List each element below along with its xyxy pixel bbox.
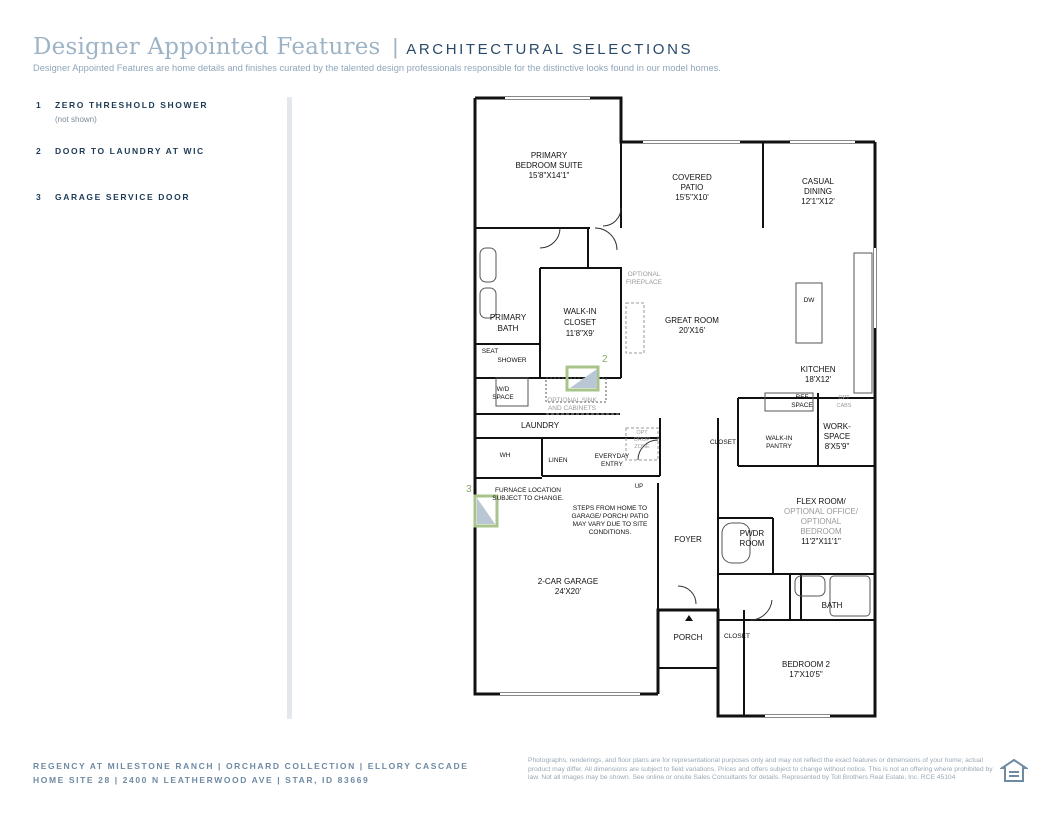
ref-space-line1: REF	[795, 394, 809, 401]
marker-3-label: 3	[466, 484, 472, 495]
steps-note-line2: GARAGE/ PORCH/ PATIO	[571, 513, 649, 520]
feature-note: (not shown)	[55, 115, 97, 124]
feature-label: ZERO THRESHOLD SHOWER	[55, 100, 209, 110]
feature-number: 2	[36, 146, 43, 156]
covered-patio-dims: 15'5"X10'	[675, 193, 709, 202]
pwdr-room-line1: PWDR	[739, 529, 765, 538]
porch-label: PORCH	[673, 633, 703, 642]
marker-2-label: 2	[602, 354, 608, 365]
optional-fireplace-line2: FIREPLACE	[625, 279, 663, 286]
ref-space-line2: SPACE	[791, 402, 813, 409]
title-separator: |	[392, 34, 399, 59]
furnace-line2: SUBJECT TO CHANGE.	[492, 495, 564, 502]
everyday-entry-line2: ENTRY	[601, 461, 623, 468]
seat-label: SEAT	[481, 348, 499, 355]
page-subtitle: ARCHITECTURAL SELECTIONS	[406, 41, 694, 58]
footer-line-2: HOME SITE 28 | 2400 N LEATHERWOOD AVE | STAR, ID 83669	[33, 775, 370, 785]
primary-suite-line2: BEDROOM SUITE	[515, 161, 583, 170]
kitchen-label: KITCHEN	[800, 365, 836, 374]
bedroom2-label: BEDROOM 2	[781, 660, 831, 669]
divider-line	[287, 97, 292, 719]
steps-note-line3: MAY VARY DUE TO SITE	[572, 521, 648, 528]
wd-space-line1: W/D	[496, 386, 510, 393]
great-room-dims: 20'X16'	[678, 326, 706, 335]
title-row	[33, 34, 1023, 60]
garage-dims: 24'X20'	[554, 587, 582, 596]
optional-sink-line2: AND CABINETS	[547, 405, 597, 412]
feature-list	[36, 100, 276, 238]
casual-dining-dims: 12'1"X12'	[801, 197, 835, 206]
steps-note-line4: CONDITIONS.	[588, 529, 632, 536]
opt-drop-zone-line1: OPT	[636, 430, 648, 436]
opt-drop-zone-line3: ZONE	[634, 444, 650, 450]
floor-plan	[460, 88, 890, 724]
linen-label: LINEN	[548, 457, 568, 464]
feature-label: GARAGE SERVICE DOOR	[55, 192, 191, 202]
primary-suite-dims: 15'8"X14'1"	[528, 171, 570, 180]
flex-room-dims: 11'2"X11'1"	[801, 537, 841, 546]
footer-disclaimer: Photographs, renderings, and floor plans are for representational purposes only and may not reflect the exact features or dimensions of your home; actual product may differ. All dimensions are subject to field variations. Prices and offers subject to change without notice. This is not an offering where prohibited by law. Not all images may be shown. See online or onsite Sales Consultants for details. Represented by Toll Brothers Real Estate, Inc. RCE 45104	[528, 757, 993, 782]
page-title: Designer Appointed Features	[33, 34, 381, 60]
feature-item	[36, 192, 276, 238]
flex-optional-line2: OPTIONAL	[800, 517, 842, 526]
closet-label: CLOSET	[709, 439, 737, 446]
bedroom2-dims: 17'X10'5"	[789, 670, 823, 679]
dw-label: DW	[803, 297, 815, 304]
laundry-label: LAUNDRY	[520, 421, 560, 430]
shower-label: SHOWER	[497, 357, 527, 364]
walkin-closet-dims: 11'8"X9'	[565, 329, 595, 338]
opt-cabs-line1: OPT	[838, 395, 850, 401]
wh-label: WH	[499, 452, 511, 459]
opt-drop-zone-line2: DROP	[634, 437, 650, 443]
markers	[475, 367, 598, 526]
opt-cabs-line2: CABS	[836, 403, 852, 409]
porch-arrow-icon	[685, 615, 693, 621]
garage-label: 2-CAR GARAGE	[537, 577, 599, 586]
covered-patio-line2: PATIO	[680, 183, 704, 192]
page-header	[33, 34, 1023, 73]
casual-dining-line2: DINING	[804, 187, 832, 196]
workspace-line2: SPACE	[823, 432, 851, 441]
flex-optional-line1: OPTIONAL OFFICE/	[784, 507, 858, 516]
covered-patio-line1: COVERED	[672, 173, 712, 182]
page-tagline: Designer Appointed Features are home details and finishes curated by the talented design professionals responsible for the distinctive looks found in our model homes.	[33, 63, 721, 73]
footer-address	[33, 759, 469, 787]
feature-number: 1	[36, 100, 43, 110]
kitchen-dims: 18'X12'	[804, 375, 832, 384]
walkin-closet-line1: WALK-IN	[563, 307, 597, 316]
wd-space-line2: SPACE	[492, 394, 514, 401]
optional-fireplace-line1: OPTIONAL	[627, 271, 661, 278]
up-label: UP	[634, 484, 644, 490]
feature-item	[36, 146, 276, 192]
walkin-pantry-line2: PANTRY	[766, 443, 792, 450]
primary-bath-line1: PRIMARY	[489, 313, 527, 322]
pwdr-room-line2: ROOM	[739, 539, 765, 548]
everyday-entry-line1: EVERYDAY	[594, 453, 630, 460]
great-room-label: GREAT ROOM	[665, 316, 719, 325]
foyer-label: FOYER	[674, 535, 702, 544]
footer-line-1: REGENCY AT MILESTONE RANCH | ORCHARD COLLECTION | ELLORY CASCADE	[33, 761, 469, 771]
steps-note-line1: STEPS FROM HOME TO	[572, 505, 648, 512]
flex-optional-line3: BEDROOM	[800, 527, 842, 536]
equal-housing-opportunity-icon	[1000, 758, 1028, 784]
bath-label: BATH	[821, 601, 843, 610]
feature-number: 3	[36, 192, 43, 202]
primary-bath-line2: BATH	[497, 324, 519, 333]
feature-label: DOOR TO LAUNDRY AT WIC	[55, 146, 205, 156]
furnace-line1: FURNACE LOCATION	[495, 487, 561, 494]
walkin-closet-line2: CLOSET	[563, 318, 597, 327]
casual-dining-line1: CASUAL	[801, 177, 835, 186]
walkin-pantry-line1: WALK-IN	[765, 435, 793, 442]
closet2-label: CLOSET	[723, 633, 751, 640]
optional-sink-line1: OPTIONAL SINK	[547, 397, 597, 404]
workspace-dims: 8'X5'9"	[824, 442, 850, 451]
flex-room-label: FLEX ROOM/	[796, 497, 846, 506]
feature-item	[36, 100, 276, 146]
workspace-line1: WORK-	[823, 422, 851, 431]
primary-suite-line1: PRIMARY	[530, 151, 568, 160]
